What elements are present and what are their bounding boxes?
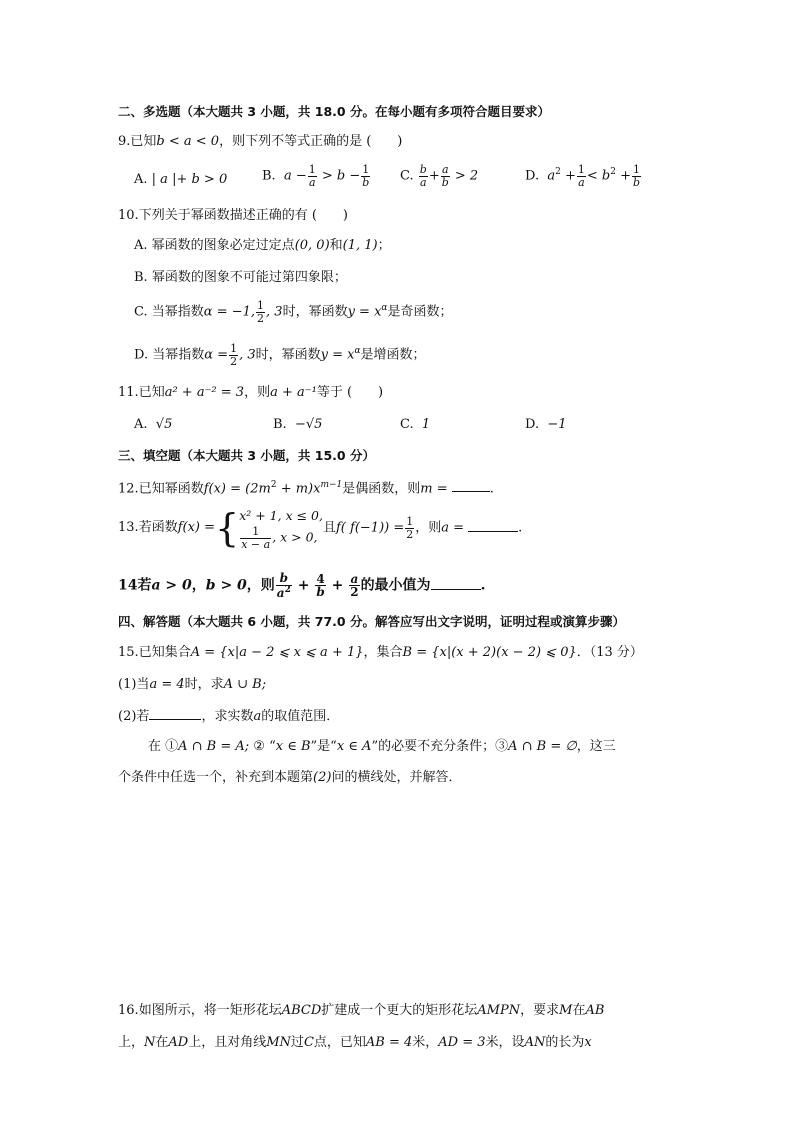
option-text: 幂函数的图象必定过定点 [151,238,295,253]
option-text: 当幂指数 [151,304,204,320]
condition-3: A ∩ B = ∅ [508,739,577,754]
option-label: C. [134,304,148,320]
option-label: D. [525,168,540,184]
stem-text: 等于 ( ) [316,385,384,400]
stem-text: ② “ [249,739,276,754]
option-label: B. [262,168,276,184]
stem-text: 在 [155,1035,169,1050]
stem-text: . [489,481,494,497]
option-text: 时，幂函数 [255,347,321,363]
set-a: A = {x|a − 2 ⩽ x ⩽ a + 1} [190,645,364,660]
option-label: A. [134,172,148,187]
question-15-conditions-line-1 [148,739,616,755]
section-heading-multiple-choice: 二、多选题（本大题共 3 小题，共 18.0 分。在每小题有多项符合题目要求） [118,104,550,119]
segment-ad: AD [168,1035,189,1050]
ab-length: AB = 4 [365,1035,413,1050]
option-text: 是奇函数； [387,304,453,320]
stem-text: 如图所示，将一矩形花坛 [138,1003,282,1018]
cond-den: 2 [406,527,414,541]
stem-text: 问的横线处，并解答． [331,770,462,785]
stem-text: 若 [136,709,150,724]
option-label: B. [273,417,287,432]
question-15-part-1 [118,677,266,693]
point-1: (0, 0) [294,238,330,253]
stem-text: ，这三 [576,739,616,754]
option-label: A. [134,238,148,253]
question-15-stem [118,645,643,661]
case-2-den: x − a [241,537,271,551]
question-10-text: 下列关于幂函数描述正确的有 ( ) [138,208,348,223]
stem-text: ，则 [246,577,275,594]
stem-text: 米，设 [485,1035,525,1050]
question-10-option-d[interactable]: D. 当幂指数α = $\frac{1}{2}$ , 3时，幂函数$y = x^\alpha$是增函数； [134,342,426,368]
option-label: C. [400,168,414,184]
option-expr: −1 [547,417,567,432]
question-13-var: a = [441,520,465,536]
function-name: f(x) = [177,520,216,536]
question-10-option-a[interactable] [134,238,391,254]
option-text: 是增函数； [360,347,426,363]
stem-text: 点，已知 [313,1035,366,1050]
question-15-conditions-line-2 [118,770,461,786]
part-1-cond: a = 4 [149,677,185,692]
stem-text: 在 ① [148,739,179,754]
answer-blank[interactable] [431,589,481,590]
question-9-option-b[interactable]: B. a − $\frac{1}{a}$ > b − $\frac{1}{b}$ [262,163,370,189]
stem-text: 个条件中任选一个，补充到本题第 [118,770,314,785]
question-11-option-d[interactable] [525,417,567,432]
part-ref: (2) [313,770,332,785]
stem-text: 上，且对角线 [188,1035,267,1050]
case-2-num: 1 [240,526,271,539]
segment-mn: MN [266,1035,291,1050]
section-heading-fill-in: 三、填空题（本大题共 3 小题，共 15.0 分） [118,448,375,463]
stem-text: . [518,520,523,536]
score: ．（13 分） [576,645,643,660]
stem-text: ，要求 [520,1003,560,1018]
option-label: C. [400,417,414,432]
question-10-option-c[interactable]: C. 当幂指数α = −1, $\frac{1}{2}$ , 3时，幂函数$y = x^\alpha$是奇函数； [134,299,453,325]
case-1: x² + 1, x ≤ 0, [239,508,323,523]
question-15-part-2 [118,709,339,725]
stem-text: ”是“ [310,739,337,754]
answer-blank[interactable] [452,491,490,492]
stem-text: 时，求 [184,677,224,692]
stem-text: 且 [322,520,336,536]
question-15-number: 15. [118,645,139,660]
question-9-condition: b < a < 0 [156,134,220,149]
question-14-number: 14 [118,577,138,594]
question-11-option-a[interactable] [134,417,172,432]
option-text: 当幂指数 [152,347,205,363]
question-13-stem [118,506,522,550]
question-9-number: 9. [118,134,131,149]
segment-an: AN [524,1035,546,1050]
stem-text: 当 [136,677,150,692]
stem-text: 米， [412,1035,439,1050]
question-11-number: 11. [118,385,139,400]
ad-length: AD = 3 [438,1035,486,1050]
question-11-stem [118,385,383,401]
point-c: C [303,1035,314,1050]
question-11-option-b[interactable] [273,417,322,432]
question-16-line-1 [118,1003,604,1019]
stem-text: 若 [137,577,152,594]
stem-text: 已知集合 [138,645,191,660]
section-heading-solutions: 四、解答题（本大题共 6 小题，共 77.0 分。解答应写出文字说明，证明过程或演算步骤） [118,614,625,629]
stem-text: . [480,577,486,594]
part-1-expr: A ∪ B; [223,677,267,692]
question-11-target: a + a⁻¹ [270,385,317,400]
question-9-prefix: 已知 [130,134,157,149]
stem-text: 的最小值为 [360,577,431,594]
question-16-number: 16. [118,1003,139,1018]
cond-num: 1 [406,515,414,528]
option-label: B. [134,270,148,285]
stem-text: ，集合 [363,645,403,660]
option-label: D. [134,347,149,363]
condition-2b: x ∈ A [336,739,372,754]
condition-1: A ∩ B = A; [178,739,250,754]
point-m: M [559,1003,573,1018]
part-2-var: a [253,709,262,724]
question-9-suffix: ，则下列不等式正确的是 ( ) [219,134,403,149]
piecewise-brace: { [215,506,240,551]
answer-blank[interactable] [149,719,201,720]
stem-text: 扩建成一个更大的矩形花坛 [321,1003,478,1018]
question-16-line-2 [118,1035,592,1051]
rect-abcd: ABCD [281,1003,322,1018]
condition-expr: f( f(−1)) = [336,520,405,536]
stem-text: 在 [572,1003,586,1018]
a-condition: a > 0 [151,577,192,594]
case-2-cond: , x > 0, [272,529,318,545]
stem-text: 已知 [138,385,165,400]
b-condition: b > 0 [205,577,247,594]
stem-text: ，则 [415,520,442,536]
variable-x: x [584,1035,592,1050]
question-12-stem: 12.已知幂函数$f(x) = (2m^2 + m)x^{m-1}$是偶函数，则m = . [118,480,494,497]
question-9-option-c[interactable]: C. $\frac{b}{a}$ + $\frac{a}{b}$ > 2 [400,163,479,189]
option-expr: √5 [155,417,173,432]
stem-text: 上， [118,1035,145,1050]
option-expr: 1 [421,417,431,432]
question-11-condition: a² + a⁻² = 3 [164,385,245,400]
stem-text: 的长为 [545,1035,585,1050]
option-text: 和 [329,238,343,253]
question-10-number: 10. [118,208,139,223]
rect-ampn: AMPN [477,1003,521,1018]
option-text: ； [377,238,391,253]
stem-text: 若函数 [138,520,178,536]
question-12-number: 12. [118,481,139,497]
part-label: (2) [118,709,137,724]
question-13-number: 13. [118,520,139,536]
option-label: D. [525,417,540,432]
question-10-option-b[interactable] [134,270,347,286]
question-12-var: m = [420,481,448,497]
stem-text: 过 [290,1035,304,1050]
condition-2a: x ∈ B [275,739,311,754]
question-9-option-d[interactable]: D. $a^2$ + $\frac{1}{a}$ < $b^2$ + $\frac{1}{b}$ [525,163,641,189]
option-expr: | a |+ b > 0 [151,172,228,187]
stem-text: ”的必要不充分条件；③ [371,739,509,754]
question-9-stem [118,134,402,150]
question-14-stem: 14若a > 0，b > 0，则 $\frac{b}{a^2}$ + $\frac{4}{b}$ + $\frac{a}{2}$ 的最小值为 . [118,571,486,600]
stem-text: 是偶函数，则 [342,481,421,497]
stem-text: ，则 [244,385,271,400]
set-b: B = {x|(x + 2)(x − 2) ⩽ 0} [402,645,577,660]
question-11-option-c[interactable] [400,417,430,432]
piecewise-cases [239,506,323,550]
option-text: 幂函数的图象不可能过第四象限； [151,270,347,285]
point-n: N [144,1035,156,1050]
stem-text: 已知幂函数 [138,481,204,497]
question-9-option-a[interactable] [134,172,227,187]
option-label: A. [134,417,148,432]
segment-ab: AB [585,1003,605,1018]
stem-text: 的取值范围． [261,709,340,724]
question-10-stem [118,208,348,224]
option-text: 时，幂函数 [282,304,348,320]
part-label: (1) [118,677,137,692]
point-2: (1, 1) [342,238,378,253]
option-expr: −√5 [294,417,323,432]
stem-text: ，求实数 [201,709,254,724]
answer-blank[interactable] [468,531,518,532]
